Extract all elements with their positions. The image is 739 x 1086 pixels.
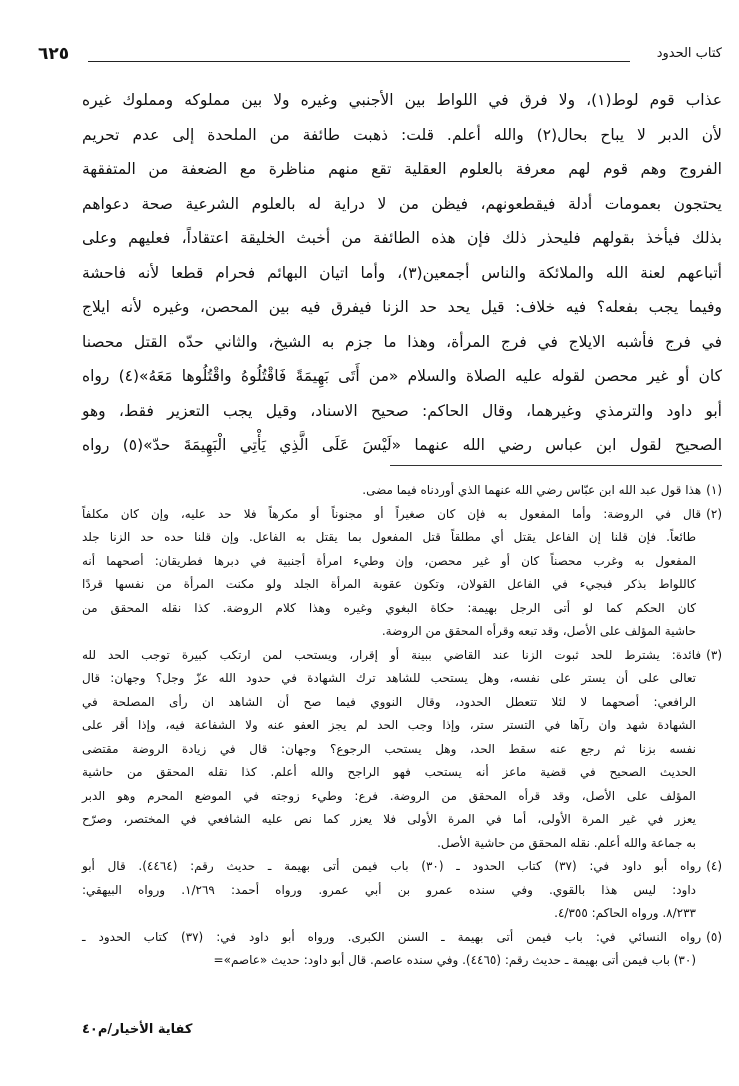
text-line: وفيما يجب بفعله؟ فيه خلاف: قيل يحد حد الزنا فيفرق فيه بين المحصن، وغيره لأنه ايلاج — [82, 298, 722, 316]
footnote-line — [82, 644, 722, 668]
footnote-line — [82, 855, 722, 879]
footnote-line — [82, 926, 722, 950]
footnote-text: قال في الروضة: وأما المفعول به فإن كان صغيراً أو مجنوناً أو مكرهاً فلا حد عليه، وإن كان مكلفاً — [82, 506, 702, 521]
header-rule — [88, 61, 630, 62]
text-line: أتباعهم لعنة الله والملائكة والناس أجمعين(٣)، وأما اتيان البهائم فحرام قطعا لأنه فاحشة — [82, 263, 722, 282]
page-number: ٦٢٥ — [38, 44, 70, 64]
footnote-text: هذا قول عبد الله ابن عبّاس رضي الله عنهما الذي أوردناه فيما مضى. — [362, 483, 702, 497]
text-line: لأن الدبر لا يباح بحال(٢) والله أعلم. قلت: ذهبت طائفة من الملحدة إلى عدم تحريم — [82, 125, 722, 144]
footnote-line: داود: ليس هذا بالقوي. وفي سنده عمرو بن أبي عمرو. ورواه أحمد: ١/٢٦٩. ورواه البيهقي: — [82, 882, 697, 897]
footnote-line — [82, 503, 722, 527]
text-line: الفروج وهم قوم لهم معرفة بالعلوم العقلية تقع منهم مناظرة مع الضعفة من المتفقهة — [82, 160, 722, 178]
footnote-line: حاشية المؤلف على الأصل، وقد تبعه وقرأه المحقق من الروضة. — [381, 624, 696, 638]
running-header — [36, 44, 722, 68]
footnote-text: فائدة: يشترط للحد ثبوت الزنا عند القاضي ببينة أو إقرار، ويستحب لمن ارتكب كبيرة توجب الحد لله — [82, 647, 702, 662]
footnote-line: به جماعة والله أعلم. نقله المحقق من حاشية الأصل. — [437, 835, 696, 850]
footnote-number: (٤) — [706, 859, 723, 873]
footnote-number: (٥) — [706, 929, 722, 944]
footnote-text: رواه النسائي في: باب فيمن أتى بهيمة ـ السنن الكبرى. ورواه أبو داود في: (٣٧) كتاب الحدود ـ — [82, 929, 702, 944]
text-line: يحتجون بعمومات أدلة فيقطعونهم، فيظن من لا دراية له بالعلوم الشرعية صحة دعواهم — [82, 194, 722, 213]
main-text — [82, 83, 722, 463]
footnote-line: يعزر في غير المرة الأولى، أما في المرة الأولى فلا يعزر كما نص عليه الشافعي في المختصر، وصرّح — [82, 812, 696, 826]
footnotes — [82, 479, 722, 973]
footnote-line: المفعول به وغرب محصناً كان أو غير محصن، وإن وطيء امرأة أجنبية في دبرها فطريقان: أصحهما أنه — [82, 553, 696, 568]
footnote-line: الرافعي: أصحهما لا لئلا تتعطل الحدود، وقال النووي فيما صح أن الشاهد ان رأى المصلحة في — [82, 694, 696, 709]
text-line: أبو داود والترمذي وغيرهما، وقال الحاكم: صحيح الاسناد، وقيل يجب التعزير فقط، وهو — [82, 401, 722, 420]
footnote-separator — [390, 465, 722, 466]
footnote-text: رواه أبو داود في: (٣٧) كتاب الحدود ـ (٣٠) باب فيمن أتى بهيمة ـ حديث رقم: (٤٤٦٤). قال أبو — [82, 859, 702, 873]
text-line: بذلك فيأخذ بقولهم فليحذر ذلك فإن هذه الطائفة من أخبث الخليقة اعتقاداً، فعليهم وعلى — [82, 229, 722, 247]
footnote-line: نفسه بزنا ثم رجع عنه سقط الحد، وهل يستحب الرجوع؟ وجهان: قال في زيادة الروضة مقتضى — [82, 741, 696, 756]
text-line: كان أو غير محصن لقوله عليه الصلاة والسلام «من أَتَى بَهِيمَةً فَاقْتُلُوهُ واقْتُلُوها مَعَهُ»(٤) رواه — [82, 367, 722, 385]
footnote-line: كان الحكم كما لو أتى الرجل بهيمة: حكاة البغوي وغيره وهذا كلام الروضة. كذا نقله المحقق من — [82, 600, 696, 615]
footnote-line: ٨/٢٣٣. ورواه الحاكم: ٤/٣٥٥. — [554, 906, 696, 920]
footnote-line: (٣٠) باب فيمن أتى بهيمة ـ حديث رقم: (٤٤٦٥). وفي سنده عاصم. قال أبو داود: حديث «عاصم»= — [213, 953, 696, 967]
footnote-number: (٢) — [706, 506, 722, 521]
footnote-number: (٣) — [706, 647, 722, 662]
signature-mark: كفاية الأخيار/م٤٠ — [82, 1022, 193, 1037]
footnote-line: طائعاً. فإن قلنا إن الفاعل يقتل أي مطلقاً قتل المفعول بما يقتل به الفاعل. وإن قلنا حده حد الزنا جلد — [82, 530, 696, 544]
footnote-line: الشهادة شهد وان رآها في التستر ستر، وإذا وجب الحد لم يجز العفو عنه ولا الشفاعة فيه، وإذا أقر على — [82, 718, 696, 732]
text-line: الصحيح لقول ابن عباس رضي الله عنهما «لَيْسَ عَلَى الَّذِي يَأْتِي الْبَهِيمَةَ حدّ»(٥) رواه — [82, 436, 722, 454]
text-line: في فرج فأشبه الايلاج في فرج المرأة، وهذا ما جزم به الشيخ، والثاني حدّه القتل محصنا — [82, 332, 722, 351]
footnote-number: (١) — [706, 483, 722, 497]
footnote-line — [82, 479, 722, 503]
chapter-title: كتاب الحدود — [656, 46, 722, 61]
text-line: عذاب قوم لوط(١)، ولا فرق في اللواط بين الأجنبي وغيره ولا بين مملوكه ومملوك غيره — [82, 91, 722, 109]
footnote-line: كاللواط بذكر فبجيء في الفاعل القولان، وتكون عقوبة المرأة الجلد ولو مكنت المرأة من نفسها قردًا — [82, 577, 696, 591]
footnote-line: تعالى على أن يستر على نفسه، وهل يستحب للشاهد ترك الشهادة في حدود الله عزّ وجل؟ وجهان: قال — [82, 671, 696, 685]
footnote-line: المؤلف على الأصل، وقد قرأه المحقق من الروضة. فرع: وطيء زوجته في الموضع المحرم وهو الدبر — [82, 788, 696, 803]
footnote-line: الحديث الصحيح في قضية ماعز أنه يستحب فهو الراجح والله أعلم. كذا نقله المحقق من حاشية — [82, 765, 696, 779]
